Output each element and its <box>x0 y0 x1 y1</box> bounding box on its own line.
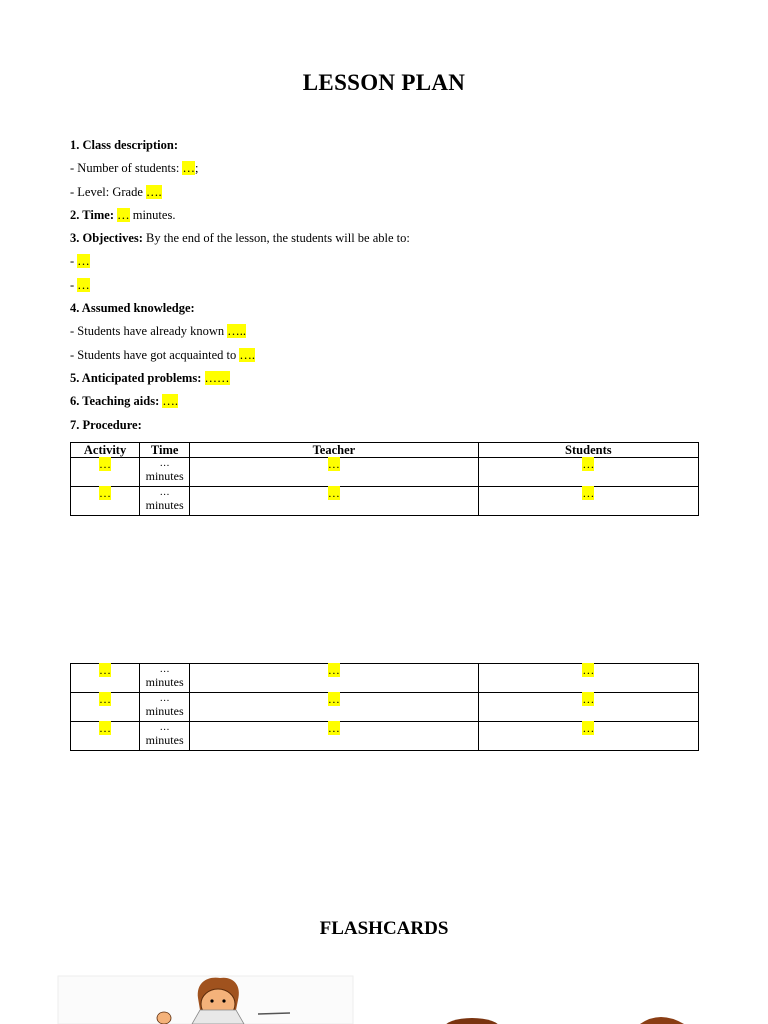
objective-value: … <box>77 277 90 292</box>
time-dots: … <box>159 693 170 704</box>
time-dots: … <box>159 722 170 733</box>
students-placeholder: … <box>582 457 595 471</box>
anticipated-problems-label: 5. Anticipated problems: <box>70 370 202 385</box>
assumed-knowledge-text: - Students have already known <box>70 324 228 339</box>
number-of-students-end: ; <box>194 161 199 176</box>
teaching-aids-value: …. <box>162 394 179 409</box>
teacher-placeholder: … <box>327 663 340 677</box>
time-cell <box>140 664 190 693</box>
level-line <box>70 184 410 207</box>
activity-cell <box>71 487 140 516</box>
objective-value: … <box>77 254 90 269</box>
time-dots: … <box>159 458 170 469</box>
boy-illustration <box>58 976 353 1024</box>
objective-dash: - <box>70 277 78 292</box>
time-dots: … <box>159 487 170 498</box>
teacher-placeholder: … <box>327 721 340 735</box>
objectives-label: 3. Objectives: <box>70 231 143 246</box>
time-cell <box>140 487 190 516</box>
flashcard-illustrations <box>0 970 768 1024</box>
activity-placeholder: … <box>99 486 112 500</box>
teacher-cell <box>190 722 478 751</box>
anticipated-problems-line <box>70 370 410 393</box>
teacher-cell <box>190 693 478 722</box>
header-teacher: Teacher <box>190 443 478 458</box>
number-of-students-value: … <box>182 161 195 176</box>
teaching-aids-label: 6. Teaching aids: <box>70 394 160 409</box>
table-row <box>71 693 699 722</box>
objectives-line <box>70 230 410 253</box>
teacher-placeholder: … <box>327 457 340 471</box>
students-placeholder: … <box>582 721 595 735</box>
time-line <box>70 207 410 230</box>
time-cell <box>140 693 190 722</box>
activity-cell <box>71 664 140 693</box>
time-unit-label: minutes <box>145 469 184 483</box>
time-unit: minutes. <box>129 207 176 222</box>
objective-item <box>70 277 410 300</box>
lesson-details <box>70 137 410 440</box>
procedure-table-continued <box>70 663 699 751</box>
header-students: Students <box>478 443 698 458</box>
time-cell <box>140 458 190 487</box>
teacher-placeholder: … <box>327 692 340 706</box>
students-placeholder: … <box>582 663 595 677</box>
time-label: 2. Time: <box>70 207 114 222</box>
animal-illustration <box>444 1017 684 1024</box>
table-header-row <box>71 443 699 458</box>
assumed-knowledge-value: …. <box>239 347 256 362</box>
anticipated-problems-value: …… <box>204 370 230 385</box>
students-cell <box>478 722 698 751</box>
assumed-knowledge-value: ….. <box>227 324 247 339</box>
assumed-knowledge-item <box>70 347 410 370</box>
activity-cell <box>71 722 140 751</box>
time-unit-label: minutes <box>145 704 184 718</box>
table-row <box>71 722 699 751</box>
time-dots: … <box>159 664 170 675</box>
time-value: … <box>117 207 130 222</box>
activity-placeholder: … <box>99 663 112 677</box>
activity-placeholder: … <box>99 457 112 471</box>
time-unit-label: minutes <box>145 733 184 747</box>
students-cell <box>478 693 698 722</box>
header-time: Time <box>140 443 190 458</box>
students-placeholder: … <box>582 692 595 706</box>
procedure-heading: 7. Procedure: <box>70 417 142 432</box>
number-of-students-line <box>70 160 410 183</box>
activity-placeholder: … <box>99 692 112 706</box>
table-row <box>71 458 699 487</box>
teacher-cell <box>190 664 478 693</box>
table-row <box>71 664 699 693</box>
time-unit-label: minutes <box>145 498 184 512</box>
students-cell <box>478 664 698 693</box>
objective-dash: - <box>70 254 78 269</box>
level-value: …. <box>146 184 162 199</box>
students-cell <box>478 458 698 487</box>
flashcards-title: FLASHCARDS <box>319 918 449 939</box>
time-unit-label: minutes <box>145 675 184 689</box>
teacher-placeholder: … <box>327 486 340 500</box>
assumed-knowledge-item <box>70 323 410 346</box>
page-title: LESSON PLAN <box>302 70 466 95</box>
level-label: - Level: Grade <box>70 184 147 199</box>
assumed-knowledge-heading: 4. Assumed knowledge: <box>70 301 195 316</box>
objectives-text: By the end of the lesson, the students will be able to: <box>142 231 410 246</box>
activity-placeholder: … <box>99 721 112 735</box>
students-placeholder: … <box>582 486 595 500</box>
teaching-aids-line <box>70 393 410 416</box>
teacher-cell <box>190 458 478 487</box>
activity-cell <box>71 458 140 487</box>
procedure-table <box>70 442 699 516</box>
header-activity: Activity <box>71 443 140 458</box>
table-row <box>71 487 699 516</box>
time-cell <box>140 722 190 751</box>
activity-cell <box>71 693 140 722</box>
class-description-heading: 1. Class description: <box>70 138 178 152</box>
objective-item <box>70 253 410 276</box>
assumed-knowledge-text: - Students have got acquainted to <box>70 347 240 362</box>
teacher-cell <box>190 487 478 516</box>
students-cell <box>478 487 698 516</box>
number-of-students-label: - Number of students: <box>70 161 183 176</box>
